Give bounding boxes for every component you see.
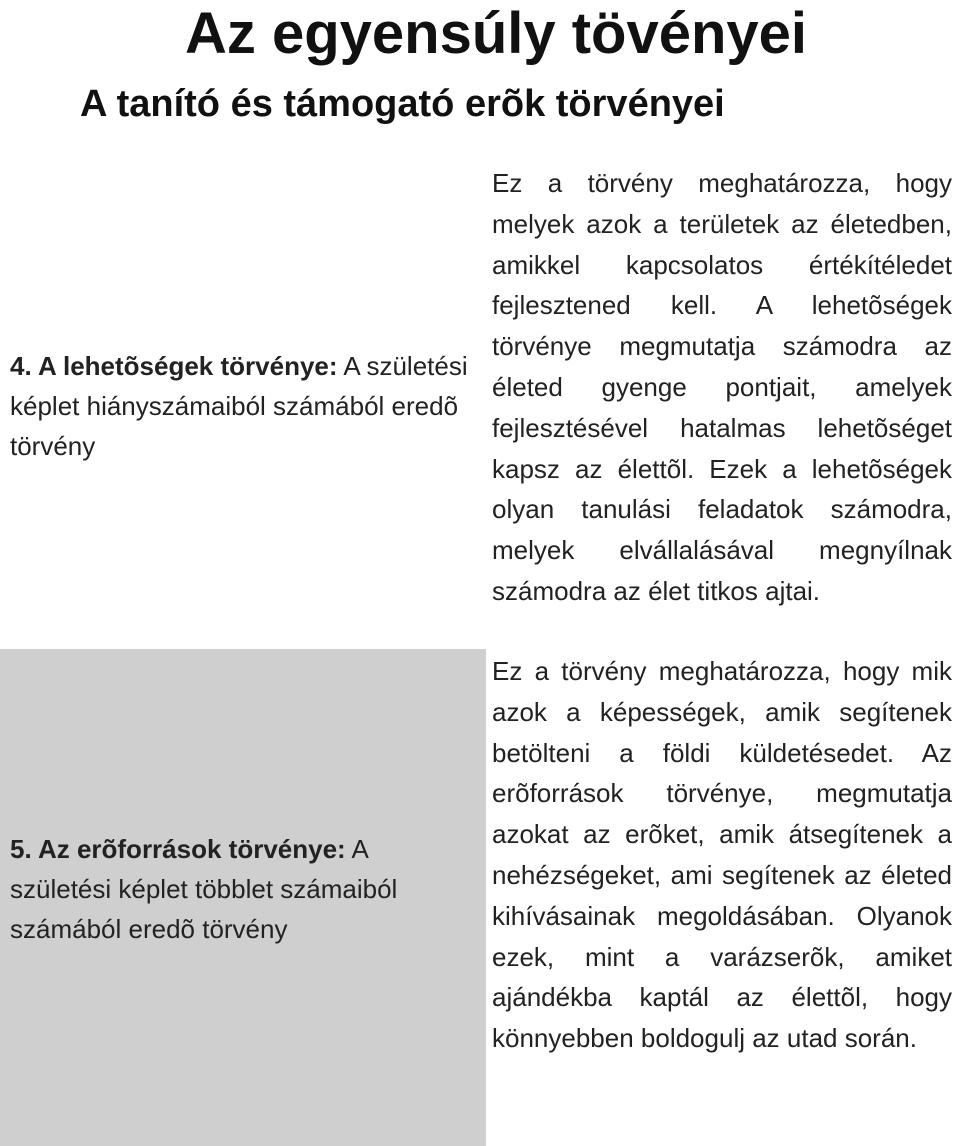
law-definition: A születési képlet hiányszámaiból számából eredõ törvény: [10, 351, 468, 461]
law-heading: [10, 829, 472, 949]
laws-table: [0, 158, 960, 1146]
law-description-cell: [486, 158, 960, 649]
law-description: Ez a törvény meghatározza, hogy mik azok a képességek, amik segítenek betölteni a földi küldetésedet. Az erõforrások törvénye, megmutatja azokat az erõket, amik átsegítenek a nehézségeket, ami segítenek az életed kihívásainak megoldásában. Olyanok ezek, mint a varázserõk, amiket ajándékba kaptál az élettõl, hogy könnyebben boldogulj az utad során.: [492, 656, 952, 1054]
page-subtitle: A tanító és támogató erõk törvényei: [80, 83, 725, 125]
law-row: [0, 158, 960, 649]
law-name: 4. A lehetõségek törvénye:: [10, 351, 338, 381]
law-definition: A születési képlet többlet számaiból számából eredõ törvény: [10, 834, 398, 944]
law-name: 5. Az erõforrások törvénye:: [10, 834, 346, 864]
law-row: [0, 649, 960, 1146]
law-description-cell: [486, 649, 960, 1146]
law-description: Ez a törvény meghatározza, hogy melyek azok a területek az életedben, amikkel kapcsolatos értékítéledet fejlesztened kell. A lehetõségek törvénye megmutatja számodra az életed gyenge pontjait, amelyek fejlesztésével hatalmas lehetõséget kapsz az élettõl. Ezek a lehetõségek olyan tanulási feladatok számodra, melyek elvállalásával megnyílnak számodra az élet titkos ajtai.: [492, 168, 952, 606]
law-heading: [10, 346, 472, 466]
page-title: Az egyensúly tövényei: [184, 1, 808, 66]
